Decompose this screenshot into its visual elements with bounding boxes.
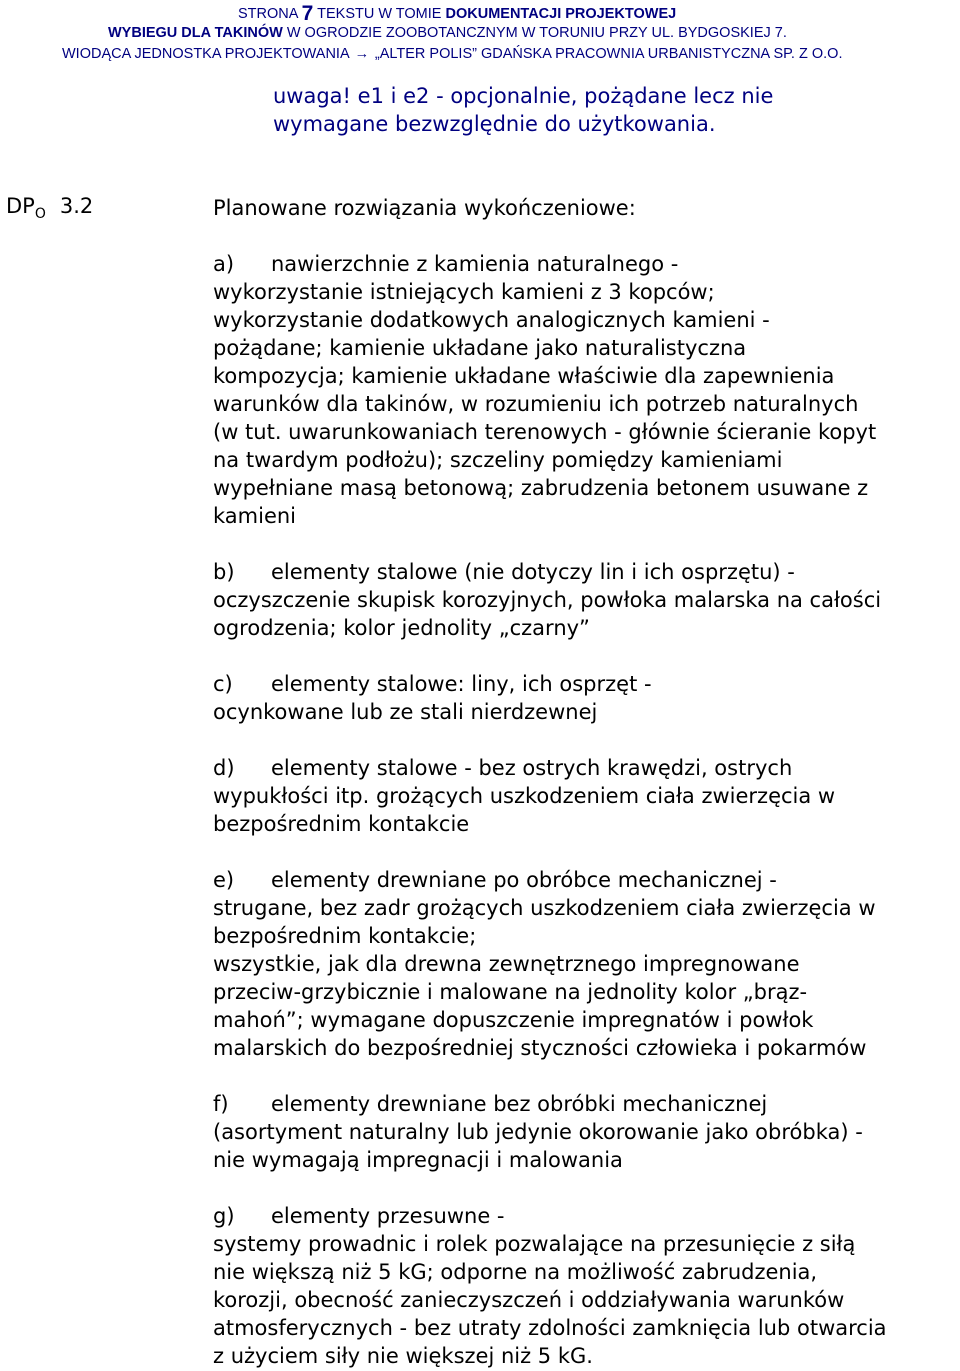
item-d xyxy=(213,754,958,838)
item-line: atmosferycznych - bez utraty zdolności zamknięcia lub otwarcia xyxy=(213,1316,887,1340)
item-line: z użyciem siły nie większej niż 5 kG. xyxy=(213,1344,593,1368)
header-page-prefix: STRONA xyxy=(238,6,298,22)
section-code-main: DP xyxy=(6,194,35,218)
item-line: wykorzystanie istniejących kamieni z 3 kopców; xyxy=(213,280,715,304)
item-label: c) xyxy=(213,672,233,696)
header-project-title: WYBIEGU DLA TAKINÓW xyxy=(108,25,283,41)
header-doc-type: DOKUMENTACJI PROJEKTOWEJ xyxy=(445,6,677,22)
item-b xyxy=(213,558,958,642)
note-line: uwaga! e1 i e2 - opcjonalnie, pożądane lecz nie xyxy=(273,84,774,108)
section-title: Planowane rozwiązania wykończeniowe: xyxy=(213,196,636,220)
item-label: b) xyxy=(213,560,235,584)
item-line: bezpośrednim kontakcie xyxy=(213,812,470,836)
header-office-name: „ALTER POLIS” GDAŃSKA PRACOWNIA URBANISTYCZNA SP. Z O.O. xyxy=(374,46,843,62)
item-f xyxy=(213,1090,958,1174)
item-line: pożądane; kamienie układane jako naturalistyczna xyxy=(213,336,747,360)
item-line: wypukłości itp. grożących uszkodzeniem ciała zwierzęcia w xyxy=(213,784,836,808)
item-label: a) xyxy=(213,252,235,276)
section-code xyxy=(6,194,93,222)
item-first-line: nawierzchnie z kamienia naturalnego - xyxy=(271,252,679,276)
item-line: nie wymagają impregnacji i malowania xyxy=(213,1148,623,1172)
item-label: d) xyxy=(213,756,235,780)
item-line: kompozycja; kamienie układane właściwie dla zapewnienia xyxy=(213,364,835,388)
item-line: ogrodzenia; kolor jednolity „czarny” xyxy=(213,616,590,640)
item-line: nie większą niż 5 kG; odporne na możliwość zabrudzenia, xyxy=(213,1260,818,1284)
item-line: strugane, bez zadr grożących uszkodzeniem ciała zwierzęcia w xyxy=(213,896,876,920)
header-office-label: WIODĄCA JEDNOSTKA PROJEKTOWANIA xyxy=(62,46,349,62)
item-line: mahoń”; wymagane dopuszczenie impregnatów i powłok xyxy=(213,1008,814,1032)
item-label: f) xyxy=(213,1092,229,1116)
item-first-line: elementy stalowe: liny, ich osprzęt - xyxy=(271,672,652,696)
usage-note xyxy=(273,82,773,138)
item-g xyxy=(213,1202,958,1370)
item-a xyxy=(213,250,958,530)
item-first-line: elementy przesuwne - xyxy=(271,1204,505,1228)
item-first-line: elementy drewniane po obróbce mechanicznej - xyxy=(271,868,777,892)
item-line: wypełniane masą betonową; zabrudzenia betonem usuwane z xyxy=(213,476,869,500)
item-label: e) xyxy=(213,868,235,892)
item-first-line: elementy stalowe (nie dotyczy lin i ich osprzętu) - xyxy=(271,560,795,584)
item-label: g) xyxy=(213,1204,235,1228)
item-e xyxy=(213,866,958,1062)
item-line: ocynkowane lub ze stali nierdzewnej xyxy=(213,700,598,724)
item-line: warunków dla takinów, w rozumieniu ich potrzeb naturalnych xyxy=(213,392,859,416)
item-line: (w tut. uwarunkowaniach terenowych - głównie ścieranie kopyt xyxy=(213,420,877,444)
page-number: 7 xyxy=(301,2,314,25)
item-c xyxy=(213,670,958,726)
item-first-line: elementy stalowe - bez ostrych krawędzi, ostrych xyxy=(271,756,793,780)
item-line: przeciw-grzybicznie i malowane na jednolity kolor „brąz- xyxy=(213,980,808,1004)
header-project-location: W OGRODZIE ZOOBOTANCZNYM W TORUNIU PRZY UL. BYDGOSKIEJ 7. xyxy=(286,25,787,41)
section-code-subscript: O xyxy=(34,206,46,222)
note-line: wymagane bezwzględnie do użytkowania. xyxy=(273,112,716,136)
item-line: wszystkie, jak dla drewna zewnętrznego impregnowane xyxy=(213,952,800,976)
item-line: (asortyment naturalny lub jedynie okorowanie jako obróbka) - xyxy=(213,1120,863,1144)
right-arrow-icon: → xyxy=(354,46,370,62)
header-page-line xyxy=(238,2,676,26)
item-line: kamieni xyxy=(213,504,297,528)
item-first-line: elementy drewniane bez obróbki mechanicznej xyxy=(271,1092,768,1116)
header-volume-text: TEKSTU W TOMIE xyxy=(317,6,442,22)
item-line: malarskich do bezpośredniej styczności człowieka i pokarmów xyxy=(213,1036,867,1060)
header-office-line xyxy=(62,46,842,62)
header-project-line xyxy=(108,25,787,41)
finishing-solutions xyxy=(213,194,958,1370)
item-line: na twardym podłożu); szczeliny pomiędzy kamieniami xyxy=(213,448,783,472)
item-line: korozji, obecność zanieczyszczeń i oddziaływania warunków xyxy=(213,1288,845,1312)
item-line: systemy prowadnic i rolek pozwalające na przesunięcie z siłą xyxy=(213,1232,856,1256)
item-line: oczyszczenie skupisk korozyjnych, powłoka malarska na całości xyxy=(213,588,882,612)
section-number: 3.2 xyxy=(59,194,94,218)
item-line: bezpośrednim kontakcie; xyxy=(213,924,477,948)
item-line: wykorzystanie dodatkowych analogicznych kamieni - xyxy=(213,308,770,332)
